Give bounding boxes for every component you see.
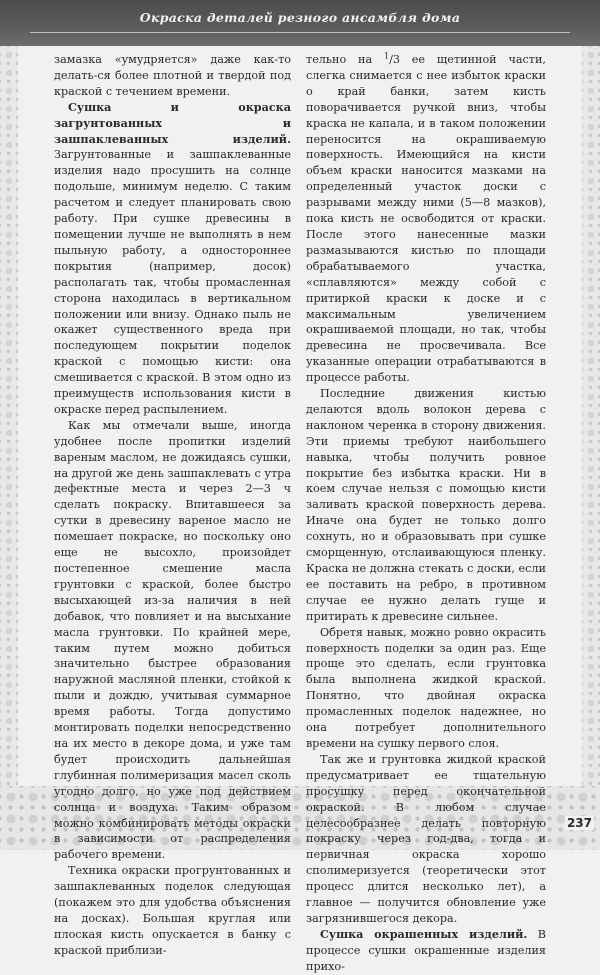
running-header-title: Окраска деталей резного ансамбля дома bbox=[139, 10, 461, 25]
section-heading: Сушка и окраска загрунтованных и зашпаклеванных изделий. bbox=[54, 99, 291, 146]
left-column bbox=[54, 52, 291, 959]
page-number: 237 bbox=[566, 816, 592, 830]
section-heading: Сушка окрашенных изделий. bbox=[320, 926, 528, 941]
paragraph-text: тельно на bbox=[306, 53, 384, 66]
paragraph bbox=[306, 927, 546, 975]
right-column bbox=[306, 52, 546, 975]
running-header bbox=[0, 0, 600, 46]
paragraph-text: В процессе сушки окрашенные изделия прихо- bbox=[306, 927, 546, 973]
paragraph: Обретя навык, можно ровно окрасить поверхность поделки за один раз. Еще проще это сделать, если грунтовка была выполнена жидкой краской. Понятно, что двойная окраска промасленных поделок надежнее, но она потребует дополнительного времени на сушку первого слоя. bbox=[306, 625, 546, 750]
paragraph: Техника окраски прогрунтованных и зашпаклеванных поделок следующая (покажем это для удобства объяснения на досках). Большая круглая или плоская кисть опускается в банку с краской приблизи- bbox=[54, 864, 291, 957]
lace-border-right bbox=[582, 46, 600, 786]
paragraph: замазка «умудряется» даже как-то делать-ся более плотной и твердой под краской с течением времени. bbox=[54, 53, 291, 98]
paragraph-text: ее щетинной части, слегка снимается с нее избыток краски о край банки, затем кисть поворачивается ручкой вниз, чтобы краска не капала, и в таком положении переносится на окрашиваемую поверхность. Имеющийся на кисти объем краски наносится мазками на определенный участок доски с разрывами между ними (5—8 мазков), пока кисть не освободится от краски. После этого нанесенные мазки размазываются кистью по площади обрабатываемого участка, «сплавляются» между собой с притиркой краски к доске и с максимальным увеличением окрашиваемой площади, но так, чтобы древесина не просвечивала. Все указанные операции отрабатываются в процессе работы. bbox=[306, 53, 546, 385]
paragraph: Как мы отмечали выше, иногда удобнее после пропитки изделий вареным маслом, не дожидаясь сушки, на другой же день зашпаклевать с утра дефектные места и через 2—3 ч сделать покраску. Впитавшееся за сутки в древесину вареное масло не помешает покраске, но поскольку оно еще не высохло, произойдет постепенное смешение масла грунтовки с краской, более быстро высыхающей из-за наличия в ней добавок, что повлияет и на высыхание масла грунтовки. По крайней мере, таким путем можно добиться значительно быстрее образования наружной масляной пленки, стойкой к пыли и дождю, учитывая суммарное время работы. Тогда допустимо монтировать поделки непосредственно на их место в декоре дома, и уже там будет происходить дальнейшая глубинная полимеризация масел сколь угодно долго, но уже под действием солнца и воздуха. Таким образом можно комбинировать методы окраски в зависимости от распределения рабочего времени. bbox=[54, 418, 291, 862]
lace-border-left bbox=[0, 46, 18, 786]
paragraph: Так же и грунтовка жидкой краской предусматривает ее тщательную просушку перед окончательной окраской. В любом случае целесообразнее делать повторную покраску через год-два, тогда и первичная окраска хорошо сполимеризуется (теоретически этот процесс длится несколько лет), а главное — получится обновление уже загрязнившегося декора. bbox=[306, 752, 546, 925]
header-rule bbox=[30, 32, 570, 33]
paragraph bbox=[54, 100, 291, 418]
paragraph-text: Загрунтованные и зашпаклеванные изделия надо просушить на солнце подольше, минимум неделю. С таким расчетом и следует планировать свою работу. При сушке древесины в помещении лучше не выполнять в нем пыльную работу, а одностороннее покрытия (например, досок) располагать так, чтобы промасленная сторона находилась в вертикальном положении или внизу. Однако пыль не окажет существенного вреда при последующем покрытии поделок краской с помощью кисти: она смешивается с краской. В этом одно из преимуществ использования кисти в окраске перед распылением. bbox=[54, 148, 291, 416]
paragraph bbox=[306, 52, 546, 386]
paragraph: Последние движения кистью делаются вдоль волокон дерева с наклоном черенка в сторону движения. Эти приемы требуют наибольшего навыка, чтобы получить ровное покрытие без избытка краски. Ни в коем случае нельзя с помощью кисти заливать краской поверхность дерева. Иначе она будет не только долго сохнуть, но и образовывать при сушке сморщенную, отслаивающуюся пленку. Краска не должна стекать с доски, если ее поставить на ребро, в противном случае ее нужно делать гуще и притирать к древесине сильнее. bbox=[306, 387, 546, 623]
fraction-numerator: 1 bbox=[383, 51, 390, 61]
fraction-denominator: /3 bbox=[389, 53, 400, 66]
